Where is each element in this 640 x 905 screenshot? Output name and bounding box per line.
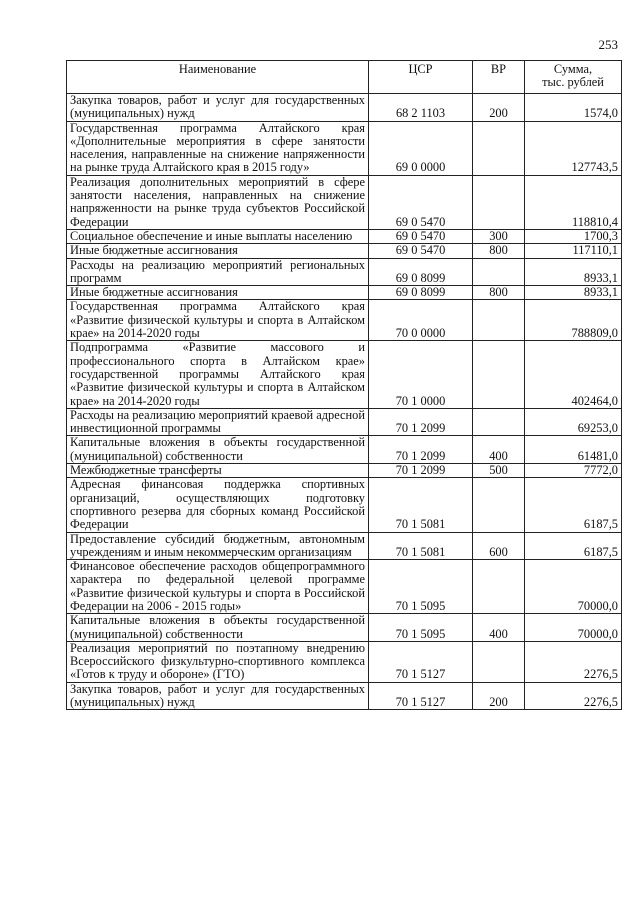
- cell-csr: 70 1 2099: [369, 436, 473, 464]
- table-row: [67, 341, 622, 408]
- cell-name: Реализация мероприятий по поэтапному внедрению Всероссийского физкультурно-спортивного комплекса «Готов к труду и обороне» (ГТО): [67, 641, 369, 682]
- cell-csr: 70 1 5081: [369, 532, 473, 560]
- cell-name: Государственная программа Алтайского края «Дополнительные мероприятия в сфере занятости населения, направленные на снижение напряженности на рынке труда Алтайского края в 2015 году»: [67, 121, 369, 175]
- cell-vr: 400: [473, 436, 525, 464]
- cell-sum: 2276,5: [525, 641, 622, 682]
- cell-name: Закупка товаров, работ и услуг для государственных (муниципальных) нужд: [67, 682, 369, 710]
- cell-name: Капитальные вложения в объекты государственной (муниципальной) собственности: [67, 436, 369, 464]
- table-row: [67, 258, 622, 286]
- cell-name: Иные бюджетные ассигнования: [67, 244, 369, 258]
- cell-csr: 70 1 5095: [369, 560, 473, 614]
- cell-csr: 70 1 5081: [369, 478, 473, 532]
- cell-name: Расходы на реализацию мероприятий региональных программ: [67, 258, 369, 286]
- cell-vr: [473, 641, 525, 682]
- cell-name: Межбюджетные трансферты: [67, 464, 369, 478]
- cell-vr: 200: [473, 682, 525, 710]
- table-row: [67, 478, 622, 532]
- cell-csr: 69 0 8099: [369, 258, 473, 286]
- header-sum-line2: тыс. рублей: [542, 75, 604, 90]
- header-csr: ЦСР: [369, 61, 473, 94]
- cell-sum: 69253,0: [525, 408, 622, 436]
- cell-sum: 117110,1: [525, 244, 622, 258]
- cell-name: Финансовое обеспечение расходов общепрограммного характера по федеральной целевой программе «Развитие физической культуры и спорта в Российской Федерации на 2006 - 2015 годы»: [67, 560, 369, 614]
- cell-csr: 69 0 0000: [369, 121, 473, 175]
- cell-vr: [473, 478, 525, 532]
- cell-vr: [473, 560, 525, 614]
- cell-vr: [473, 121, 525, 175]
- cell-sum: 1574,0: [525, 94, 622, 122]
- page-number: 253: [598, 37, 618, 52]
- table-row: [67, 532, 622, 560]
- cell-csr: 69 0 8099: [369, 286, 473, 300]
- cell-name: Адресная финансовая поддержка спортивных организаций, осуществляющих подготовку спортивного резерва для сборных команд Российской Федерации: [67, 478, 369, 532]
- cell-csr: 69 0 5470: [369, 229, 473, 243]
- cell-csr: 69 0 5470: [369, 175, 473, 229]
- table-row: [67, 614, 622, 642]
- cell-vr: 600: [473, 532, 525, 560]
- cell-name: Капитальные вложения в объекты государственной (муниципальной) собственности: [67, 614, 369, 642]
- cell-vr: 800: [473, 286, 525, 300]
- table-row: [67, 436, 622, 464]
- cell-sum: 70000,0: [525, 560, 622, 614]
- cell-name: Иные бюджетные ассигнования: [67, 286, 369, 300]
- table-row: [67, 94, 622, 122]
- cell-name: Реализация дополнительных мероприятий в сфере занятости населения, направленных на снижение напряженности на рынке труда субъектов Российской Федерации: [67, 175, 369, 229]
- cell-vr: [473, 341, 525, 408]
- cell-vr: 300: [473, 229, 525, 243]
- cell-name: Социальное обеспечение и иные выплаты населению: [67, 229, 369, 243]
- cell-sum: 8933,1: [525, 286, 622, 300]
- cell-name: Подпрограмма «Развитие массового и профессионального спорта в Алтайском крае» государственной программы Алтайского края «Развитие физической культуры и спорта в Алтайском крае» на 2014-2020 годы: [67, 341, 369, 408]
- cell-name: Предоставление субсидий бюджетным, автономным учреждениям и иным некоммерческим организациям: [67, 532, 369, 560]
- header-name: Наименование: [67, 61, 369, 94]
- table-row: [67, 682, 622, 710]
- cell-csr: 70 1 2099: [369, 464, 473, 478]
- cell-csr: 69 0 5470: [369, 244, 473, 258]
- cell-sum: 6187,5: [525, 478, 622, 532]
- table-row: [67, 175, 622, 229]
- cell-csr: 70 0 0000: [369, 300, 473, 341]
- cell-csr: 70 1 5127: [369, 682, 473, 710]
- cell-csr: 70 1 5127: [369, 641, 473, 682]
- cell-sum: 70000,0: [525, 614, 622, 642]
- budget-table: [66, 60, 622, 710]
- table-row: [67, 560, 622, 614]
- cell-vr: 800: [473, 244, 525, 258]
- table-row: [67, 286, 622, 300]
- table-row: [67, 641, 622, 682]
- cell-vr: 500: [473, 464, 525, 478]
- cell-csr: 70 1 2099: [369, 408, 473, 436]
- table-row: [67, 300, 622, 341]
- cell-csr: 70 1 0000: [369, 341, 473, 408]
- cell-vr: [473, 408, 525, 436]
- table-row: [67, 244, 622, 258]
- header-sum: [525, 61, 622, 94]
- cell-csr: 70 1 5095: [369, 614, 473, 642]
- cell-name: Государственная программа Алтайского края «Развитие физической культуры и спорта в Алтайском крае» на 2014-2020 годы: [67, 300, 369, 341]
- cell-csr: 68 2 1103: [369, 94, 473, 122]
- header-vr: ВР: [473, 61, 525, 94]
- cell-sum: 61481,0: [525, 436, 622, 464]
- cell-vr: 400: [473, 614, 525, 642]
- cell-vr: [473, 258, 525, 286]
- cell-vr: 200: [473, 94, 525, 122]
- table-row: [67, 121, 622, 175]
- header-sum-line1: Сумма,: [553, 62, 593, 76]
- table-row: [67, 229, 622, 243]
- cell-vr: [473, 300, 525, 341]
- cell-sum: 402464,0: [525, 341, 622, 408]
- cell-sum: 127743,5: [525, 121, 622, 175]
- cell-sum: 6187,5: [525, 532, 622, 560]
- cell-sum: 118810,4: [525, 175, 622, 229]
- cell-sum: 1700,3: [525, 229, 622, 243]
- cell-name: Закупка товаров, работ и услуг для государственных (муниципальных) нужд: [67, 94, 369, 122]
- cell-sum: 2276,5: [525, 682, 622, 710]
- table-row: [67, 408, 622, 436]
- cell-sum: 788809,0: [525, 300, 622, 341]
- table-row: [67, 464, 622, 478]
- cell-sum: 7772,0: [525, 464, 622, 478]
- header-row: [67, 61, 622, 94]
- cell-sum: 8933,1: [525, 258, 622, 286]
- cell-name: Расходы на реализацию мероприятий краевой адресной инвестиционной программы: [67, 408, 369, 436]
- cell-vr: [473, 175, 525, 229]
